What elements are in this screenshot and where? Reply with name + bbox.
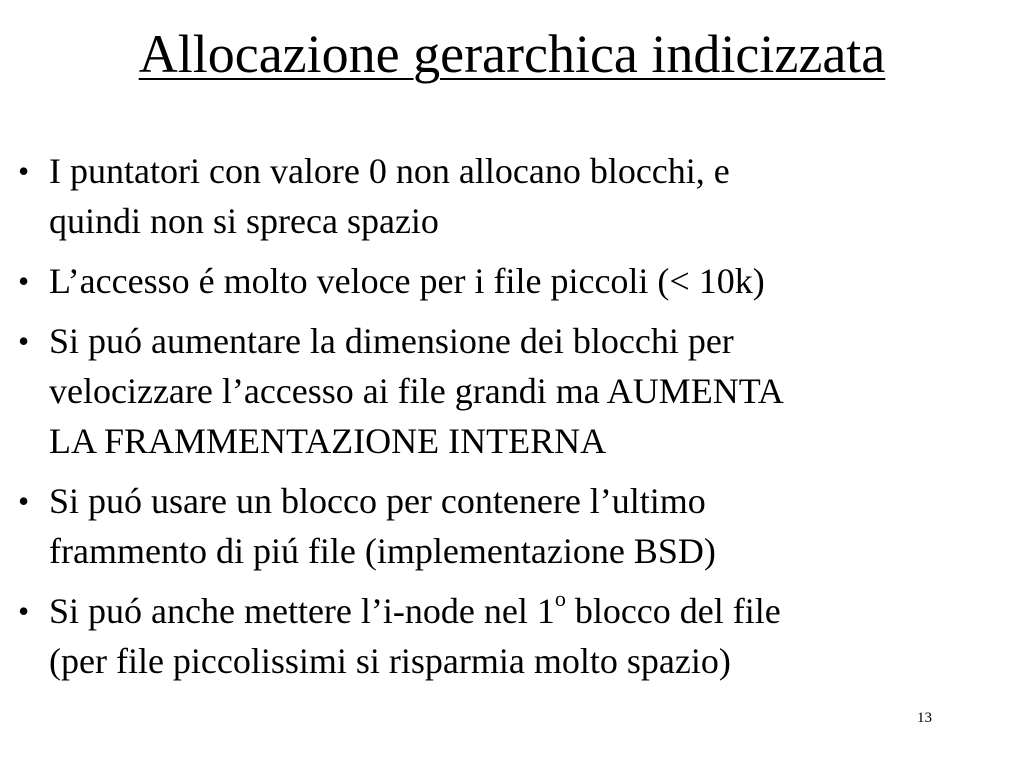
bullet-item (0, 146, 1000, 246)
bullet-dot: • (18, 593, 30, 629)
bullet-item (0, 256, 1000, 306)
bullet-dot: • (18, 153, 30, 189)
bullet-line: Si puó usare un blocco per contenere l’ultimo (49, 481, 706, 521)
bullet-line: frammento di piú file (implementazione BSD) (49, 531, 716, 571)
bullet-dot: • (18, 263, 30, 299)
bullet-item (0, 316, 1000, 466)
bullet-line: quindi non si spreca spazio (49, 201, 439, 241)
bullet-item (0, 586, 1000, 686)
bullet-line: velocizzare l’accesso ai file grandi ma AUMENTA (49, 371, 784, 411)
bullet-list (0, 146, 1000, 696)
bullet-line: I puntatori con valore 0 non allocano blocchi, e (49, 151, 730, 191)
bullet-dot: • (18, 483, 30, 519)
bullet-line (49, 586, 1000, 636)
slide-title: Allocazione gerarchica indicizzata (138, 24, 886, 84)
page-number: 13 (917, 710, 932, 726)
bullet-text: Si puó anche mettere l’i-node nel 1 (49, 591, 555, 631)
ordinal-superscript: o (554, 586, 566, 611)
bullet-text: blocco del file (565, 591, 781, 631)
bullet-line: (per file piccolissimi si risparmia molto spazio) (49, 641, 731, 681)
bullet-line: LA FRAMMENTAZIONE INTERNA (49, 421, 607, 461)
bullet-line: L’accesso é molto veloce per i file piccoli (< 10k) (49, 261, 765, 301)
bullet-line: Si puó aumentare la dimensione dei blocchi per (49, 321, 734, 361)
bullet-item (0, 476, 1000, 576)
bullet-dot: • (18, 323, 30, 359)
